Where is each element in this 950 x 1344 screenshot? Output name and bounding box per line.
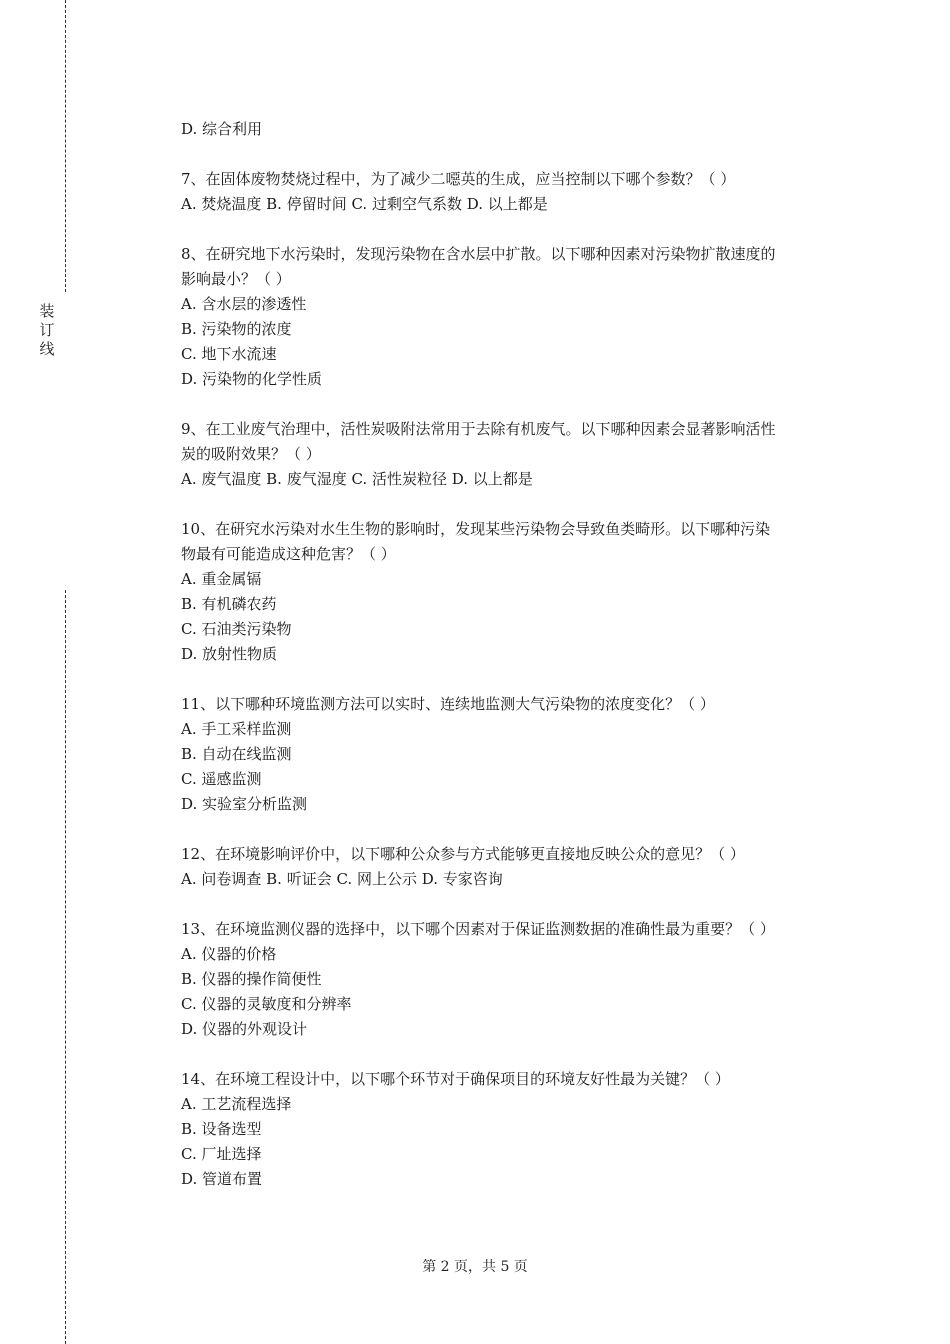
- blank-line: [181, 142, 841, 167]
- blank-line: [181, 1042, 841, 1067]
- binding-line-top: [65, 0, 66, 292]
- blank-line: [181, 492, 841, 517]
- text-line: D. 污染物的化学性质: [181, 370, 323, 388]
- text-line: C. 地下水流速: [181, 345, 277, 363]
- page-footer: 第 2 页，共 5 页: [422, 1259, 528, 1275]
- text-line: C. 厂址选择: [181, 1145, 262, 1163]
- text-line: B. 设备选型: [181, 1120, 262, 1138]
- text-line: B. 有机磷农药: [181, 595, 277, 613]
- blank-line: [181, 217, 841, 242]
- text-line: 10、在研究水污染对水生生物的影响时，发现某些污染物会导致鱼类畸形。以下哪种污染: [181, 520, 771, 538]
- binding-line-bottom: [65, 590, 66, 1344]
- text-line: B. 污染物的浓度: [181, 320, 292, 338]
- text-line: A. 废气温度 B. 废气湿度 C. 活性炭粒径 D. 以上都是: [181, 470, 533, 488]
- binding-char: 订: [39, 321, 55, 339]
- binding-char: 装: [39, 302, 55, 320]
- blank-line: [181, 817, 841, 842]
- text-line: 物最有可能造成这种危害？（ ）: [181, 545, 396, 563]
- text-line: D. 实验室分析监测: [181, 795, 308, 813]
- text-line: A. 重金属镉: [181, 570, 262, 588]
- text-line: A. 问卷调查 B. 听证会 C. 网上公示 D. 专家咨询: [181, 870, 503, 888]
- text-line: B. 仪器的操作简便性: [181, 970, 322, 988]
- text-line: A. 手工采样监测: [181, 720, 292, 738]
- text-line: 12、在环境影响评价中，以下哪种公众参与方式能够更直接地反映公众的意见？（ ）: [181, 845, 745, 863]
- text-line: D. 放射性物质: [181, 645, 278, 663]
- text-line: C. 石油类污染物: [181, 620, 292, 638]
- text-line: B. 自动在线监测: [181, 745, 292, 763]
- blank-line: [181, 392, 841, 417]
- text-line: D. 综合利用: [181, 120, 263, 138]
- text-line: 炭的吸附效果？（ ）: [181, 445, 321, 463]
- text-line: C. 遥感监测: [181, 770, 262, 788]
- text-line: A. 焚烧温度 B. 停留时间 C. 过剩空气系数 D. 以上都是: [181, 195, 548, 213]
- text-line: 影响最小？（ ）: [181, 270, 291, 288]
- text-line: 14、在环境工程设计中，以下哪个环节对于确保项目的环境友好性最为关键？（ ）: [181, 1070, 730, 1088]
- question-content: [181, 117, 841, 1192]
- blank-line: [181, 892, 841, 917]
- text-line: A. 仪器的价格: [181, 945, 277, 963]
- text-line: A. 含水层的渗透性: [181, 295, 307, 313]
- binding-label: [37, 302, 57, 359]
- text-line: 11、以下哪种环境监测方法可以实时、连续地监测大气污染物的浓度变化？（ ）: [181, 695, 715, 713]
- text-line: 8、在研究地下水污染时，发现污染物在含水层中扩散。以下哪种因素对污染物扩散速度的: [181, 245, 776, 263]
- text-line: D. 管道布置: [181, 1170, 263, 1188]
- text-line: 7、在固体废物焚烧过程中，为了减少二噁英的生成，应当控制以下哪个参数？（ ）: [181, 170, 736, 188]
- blank-line: [181, 667, 841, 692]
- text-line: 13、在环境监测仪器的选择中，以下哪个因素对于保证监测数据的准确性最为重要？（ ）: [181, 920, 775, 938]
- binding-char: 线: [39, 340, 55, 358]
- text-line: A. 工艺流程选择: [181, 1095, 292, 1113]
- text-line: C. 仪器的灵敏度和分辨率: [181, 995, 352, 1013]
- text-line: D. 仪器的外观设计: [181, 1020, 308, 1038]
- text-line: 9、在工业废气治理中，活性炭吸附法常用于去除有机废气。以下哪种因素会显著影响活性: [181, 420, 776, 438]
